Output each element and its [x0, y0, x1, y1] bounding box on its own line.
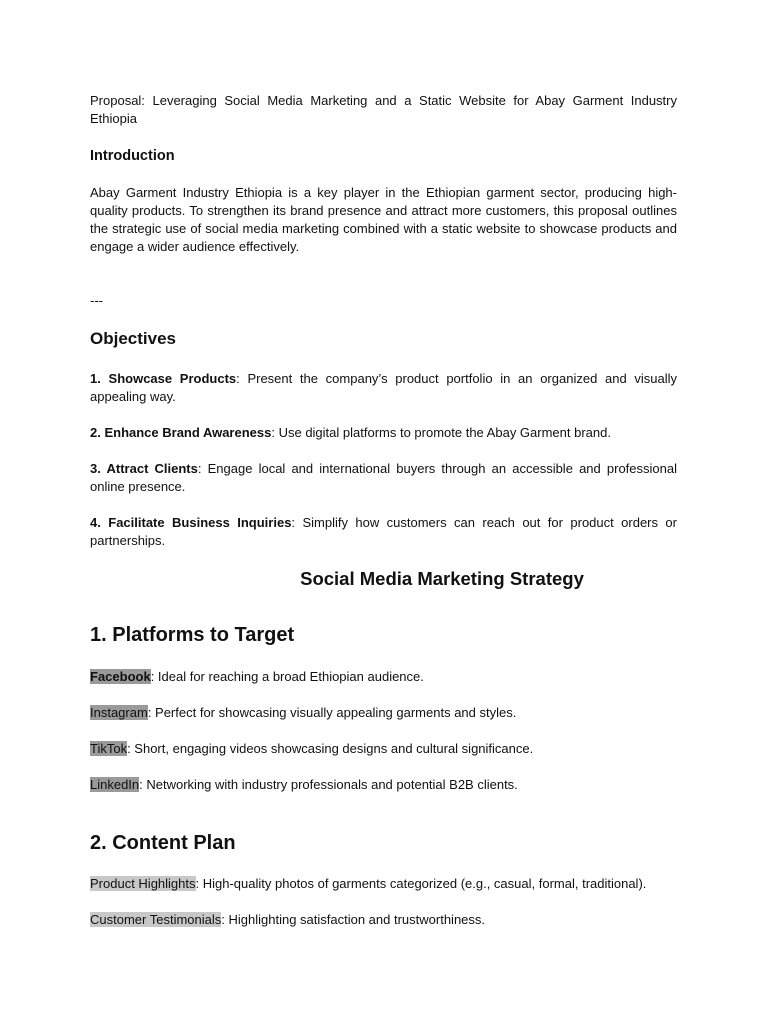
- title-text: Proposal: Leveraging Social Media Marketing and a Static Website for Abay Garment Industry Ethiopia: [90, 93, 677, 126]
- objective-label: 4. Facilitate Business Inquiries: [90, 515, 292, 530]
- platform-item: [90, 704, 677, 722]
- objective-item: [90, 514, 677, 550]
- content-label: Customer Testimonials: [90, 912, 222, 927]
- objective-text: : Simplify how customers can reach out for product orders or partnerships.: [90, 515, 677, 548]
- introduction-heading: Introduction: [90, 148, 175, 164]
- objective-text: : Use digital platforms to promote the Abay Garment brand.: [271, 425, 611, 440]
- content-text: : Highlighting satisfaction and trustworthiness.: [221, 912, 486, 927]
- objective-label: 2. Enhance Brand Awareness: [90, 425, 272, 440]
- platform-item: [90, 668, 677, 686]
- platform-item: [90, 776, 677, 794]
- platforms-heading: 1. Platforms to Target: [90, 624, 295, 646]
- platform-text: : Ideal for reaching a broad Ethiopian audience.: [150, 669, 424, 684]
- objective-label: 3. Attract Clients: [90, 461, 198, 476]
- platform-text: : Perfect for showcasing visually appealing garments and styles.: [147, 705, 517, 720]
- objective-item: [90, 424, 677, 442]
- objective-item: [90, 370, 677, 406]
- platform-text: : Short, engaging videos showcasing designs and cultural significance.: [127, 741, 534, 756]
- content-label: Product Highlights: [90, 876, 196, 891]
- objective-text: : Present the company’s product portfolio in an organized and visually appealing way.: [90, 371, 677, 404]
- platform-label: Instagram: [90, 705, 148, 720]
- platform-label: TikTok: [90, 741, 128, 756]
- objective-label: 1. Showcase Products: [90, 371, 237, 386]
- platform-text: : Networking with industry professionals and potential B2B clients.: [139, 777, 518, 792]
- content-item: [90, 911, 677, 929]
- platform-label: Facebook: [90, 669, 151, 684]
- introduction-paragraph: Abay Garment Industry Ethiopia is a key player in the Ethiopian garment sector, producing high-quality products. To strengthen its brand presence and attract more customers, this proposal outlines the strategic use of social media marketing combined with a static website to showcase products and engage a wider audience effectively.: [90, 185, 677, 254]
- content-plan-heading: 2. Content Plan: [90, 832, 236, 854]
- separator: ---: [90, 293, 103, 308]
- objectives-heading: Objectives: [90, 329, 176, 348]
- document-title: [90, 92, 677, 128]
- objective-text: : Engage local and international buyers through an accessible and professional online presence.: [90, 461, 677, 494]
- strategy-heading: Social Media Marketing Strategy: [300, 568, 584, 589]
- objective-item: [90, 460, 677, 496]
- content-item: [90, 875, 677, 893]
- platform-item: [90, 740, 677, 758]
- content-text: : High-quality photos of garments categorized (e.g., casual, formal, traditional).: [195, 876, 647, 891]
- platform-label: LinkedIn: [90, 777, 140, 792]
